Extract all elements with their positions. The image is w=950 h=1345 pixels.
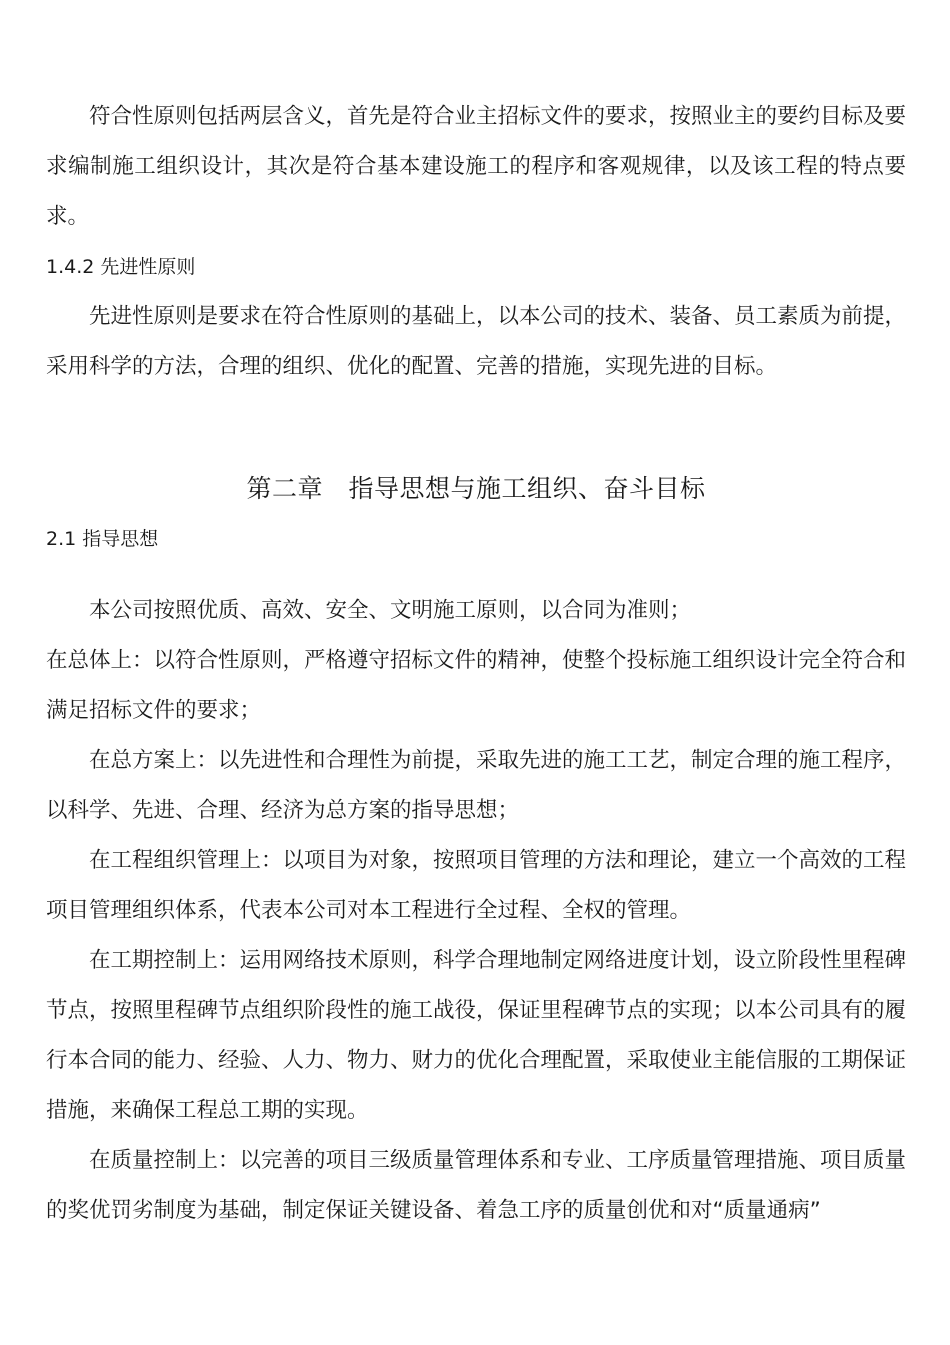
section-1-4-2-heading: 1.4.2 先进性原则 xyxy=(46,256,196,278)
schedule-control-paragraph: 在工期控制上：运用网络技术原则，科学合理地制定网络进度计划，设立阶段性里程碑节点，按照里程碑节点组织阶段性的施工战役，保证里程碑节点的实现；以本公司具有的履行本合同的能力、经验、人力、物力、财力的优化合理配置，采取使业主能信服的工期保证措施，来确保工程总工期的实现。 xyxy=(46,948,907,1123)
overall-paragraph: 在总体上：以符合性原则，严格遵守招标文件的精神，使整个投标施工组织设计完全符合和满足招标文件的要求； xyxy=(46,648,907,723)
guiding-intro-paragraph: 本公司按照优质、高效、安全、文明施工原则，以合同为准则； xyxy=(89,598,692,623)
spacer xyxy=(46,392,906,464)
general-plan-paragraph: 在总方案上：以先进性和合理性为前提，采取先进的施工工艺，制定合理的施工程序，以科学、先进、合理、经济为总方案的指导思想； xyxy=(46,748,907,823)
advanced-principle-paragraph: 先进性原则是要求在符合性原则的基础上，以本公司的技术、装备、员工素质为前提，采用科学的方法，合理的组织、优化的配置、完善的措施，实现先进的目标。 xyxy=(46,304,907,379)
document-page xyxy=(46,92,906,1236)
spacer xyxy=(46,564,906,586)
chapter-2-title: 第二章 指导思想与施工组织、奋斗目标 xyxy=(246,474,706,503)
section-2-1-heading: 2.1 指导思想 xyxy=(46,528,159,550)
organization-management-paragraph: 在工程组织管理上：以项目为对象，按照项目管理的方法和理论，建立一个高效的工程项目管理组织体系，代表本公司对本工程进行全过程、全权的管理。 xyxy=(46,848,907,923)
conformity-principle-paragraph: 符合性原则包括两层含义，首先是符合业主招标文件的要求，按照业主的要约目标及要求编制施工组织设计，其次是符合基本建设施工的程序和客观规律，以及该工程的特点要求。 xyxy=(46,104,907,229)
quality-control-paragraph: 在质量控制上：以完善的项目三级质量管理体系和专业、工序质量管理措施、项目质量的奖优罚劣制度为基础，制定保证关键设备、着急工序的质量创优和对“质量通病” xyxy=(46,1148,907,1223)
